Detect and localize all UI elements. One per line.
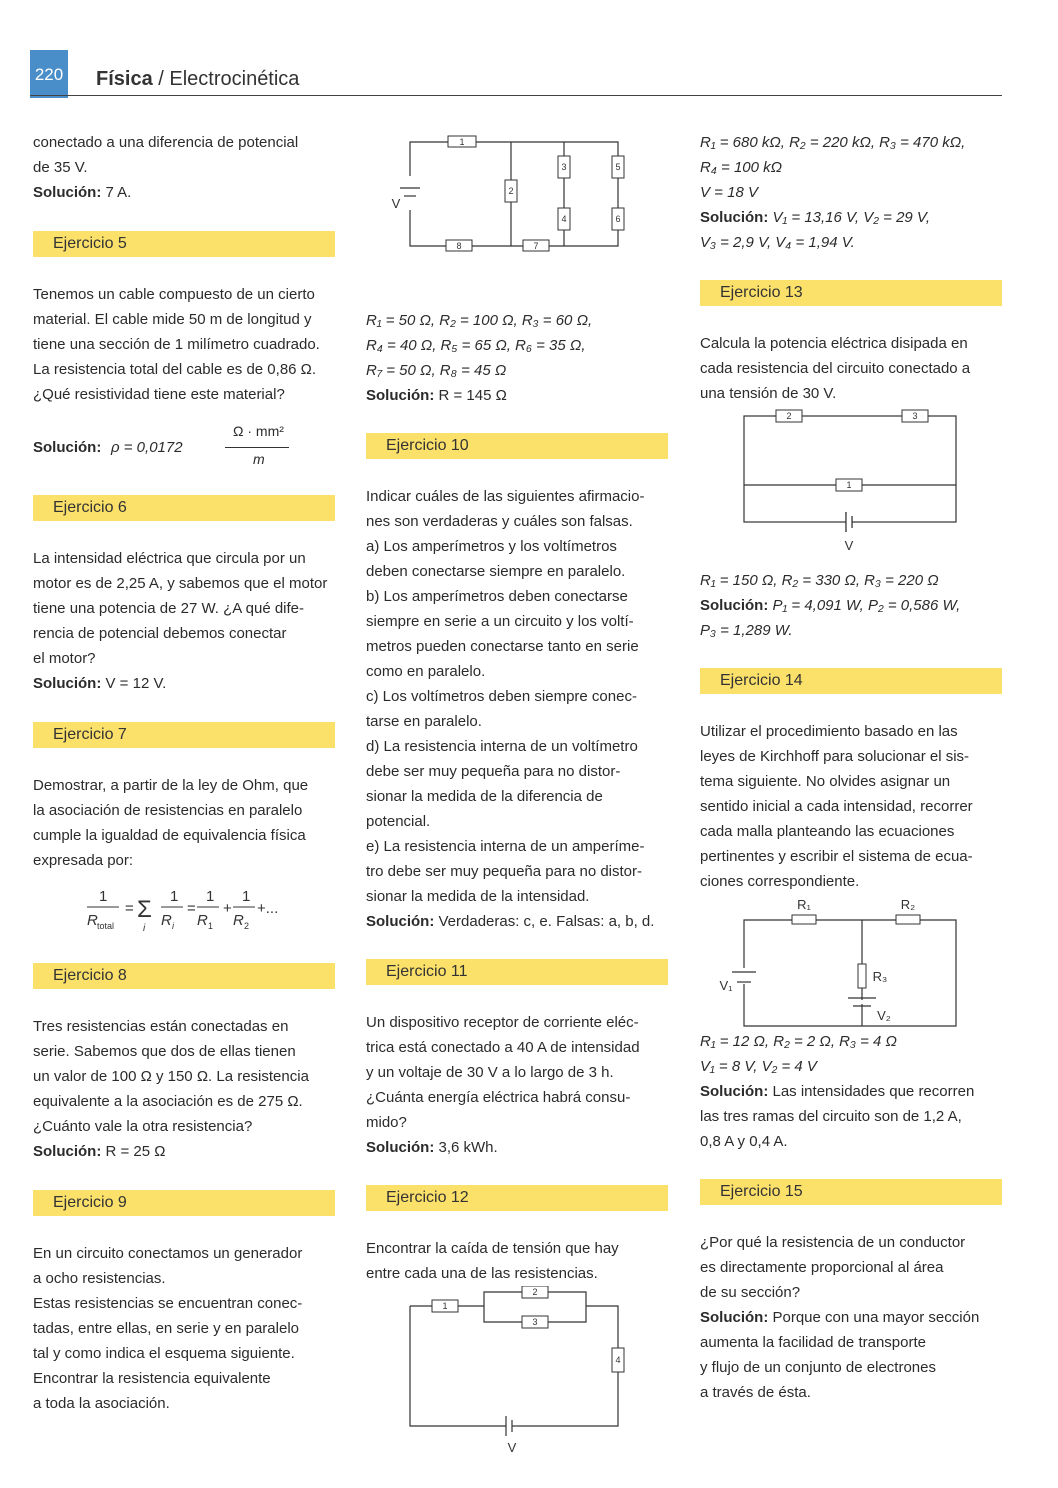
solution-line bbox=[700, 205, 1002, 230]
formula-eq: = bbox=[187, 900, 196, 917]
solution-label: Solución: bbox=[33, 439, 102, 456]
solution-text: a través de ésta. bbox=[700, 1384, 811, 1401]
circuit-diagram-ex14 bbox=[700, 894, 1002, 1029]
solution-line bbox=[33, 180, 335, 205]
text-line: tro debe ser muy pequeña para no distor- bbox=[366, 863, 642, 880]
formula-ri-sub: i bbox=[172, 921, 174, 931]
text-line: conectado a una diferencia de potencial bbox=[33, 134, 299, 151]
exercise-heading: Ejercicio 7 bbox=[33, 722, 335, 748]
exercise-heading: Ejercicio 12 bbox=[366, 1185, 668, 1211]
source-label: V bbox=[391, 196, 401, 211]
formula-ri: R bbox=[161, 912, 172, 929]
text-line: de 35 V. bbox=[33, 159, 88, 176]
formula-r2: R bbox=[233, 912, 244, 929]
exercise-heading: Ejercicio 13 bbox=[700, 280, 1002, 306]
solution-text: 3,6 kWh. bbox=[434, 1139, 498, 1156]
formula-sigma: Σ bbox=[137, 896, 152, 923]
text-line: material. El cable mide 50 m de longitud y bbox=[33, 311, 312, 328]
solution-text: V₁ = 13,16 V, V₂ = 29 V, bbox=[772, 209, 930, 226]
text-line: La intensidad eléctrica que circula por un bbox=[33, 550, 306, 567]
exercise-heading: Ejercicio 10 bbox=[366, 433, 668, 459]
resistor-label: 4 bbox=[561, 214, 567, 224]
solution-line bbox=[700, 1305, 1002, 1330]
values-line: R₁ = 680 kΩ, R₂ = 220 kΩ, R₃ = 470 kΩ, bbox=[700, 134, 966, 151]
values-line: R₄ = 100 kΩ bbox=[700, 159, 783, 176]
solution-line bbox=[33, 671, 335, 696]
text-line: a ocho resistencias. bbox=[33, 1270, 166, 1287]
values-line: R₇ = 50 Ω, R₈ = 45 Ω bbox=[366, 362, 507, 379]
exercise-heading: Ejercicio 11 bbox=[366, 959, 668, 985]
text-line: una tensión de 30 V. bbox=[700, 385, 837, 402]
solution-line bbox=[366, 1135, 668, 1160]
text-line: leyes de Kirchhoff para solucionar el sis- bbox=[700, 748, 970, 765]
text-line: ¿Por qué la resistencia de un conductor bbox=[700, 1234, 966, 1251]
text-line: sionar la medida de la diferencia de bbox=[366, 788, 603, 805]
formula-r2-sub: 2 bbox=[244, 921, 250, 931]
header-rule bbox=[30, 95, 1002, 96]
text-line: Encontrar la resistencia equivalente bbox=[33, 1370, 271, 1387]
solution-label: Solución: bbox=[700, 209, 769, 226]
resistor-label: 2 bbox=[508, 186, 514, 196]
text-line: Calcula la potencia eléctrica disipada en bbox=[700, 335, 968, 352]
text-line: de su sección? bbox=[700, 1284, 801, 1301]
resistor-label: 8 bbox=[456, 241, 462, 251]
text-line: cada resistencia del circuito conectado a bbox=[700, 360, 971, 377]
solution-label: Solución: bbox=[366, 1139, 435, 1156]
page-number: 220 bbox=[34, 65, 64, 84]
circuit-diagram-ex12 bbox=[366, 1286, 668, 1456]
text-line: Indicar cuáles de las siguientes afirmacio- bbox=[366, 488, 645, 505]
solution-label: Solución: bbox=[700, 1309, 769, 1326]
text-line: ¿Cuánto vale la otra resistencia? bbox=[33, 1118, 253, 1135]
text-line: tiene una sección de 1 milímetro cuadrado. bbox=[33, 336, 320, 353]
solution-text: Verdaderas: c, e. Falsas: a, b, d. bbox=[434, 913, 655, 930]
text-line: a toda la asociación. bbox=[33, 1395, 170, 1412]
solution-text: V = 12 V. bbox=[101, 675, 167, 692]
source-label: V₂ bbox=[877, 1008, 891, 1023]
exercise-heading: Ejercicio 15 bbox=[700, 1179, 1002, 1205]
resistor-label: 7 bbox=[533, 241, 539, 251]
values-line: R₁ = 12 Ω, R₂ = 2 Ω, R₃ = 4 Ω bbox=[700, 1033, 897, 1050]
text-line: d) La resistencia interna de un voltímetro bbox=[366, 738, 638, 755]
formula-one: 1 bbox=[206, 888, 215, 905]
text-line: ¿Qué resistividad tiene este material? bbox=[33, 386, 285, 403]
formula-i: i bbox=[143, 923, 146, 934]
header-separator: / bbox=[152, 68, 170, 90]
solution-text: Las intensidades que recorren bbox=[768, 1083, 975, 1100]
solution-label: Solución: bbox=[33, 184, 102, 201]
text-line: rencia de potencial debemos conectar bbox=[33, 625, 287, 642]
formula-plus: + bbox=[223, 900, 232, 917]
text-line: Demostrar, a partir de la ley de Ohm, que bbox=[33, 777, 309, 794]
text-line: siempre en serie a un circuito y los voltí- bbox=[366, 613, 634, 630]
formula-one: 1 bbox=[170, 888, 179, 905]
fraction-denominator: m bbox=[253, 451, 265, 467]
resistor-label: 5 bbox=[615, 162, 621, 172]
text-line: a) Los amperímetros y los voltímetros bbox=[366, 538, 617, 555]
text-line: el motor? bbox=[33, 650, 96, 667]
text-line: nes son verdaderas y cuáles son falsas. bbox=[366, 513, 633, 530]
solution-text: 7 A. bbox=[101, 184, 132, 201]
text-line: Tenemos un cable compuesto de un cierto bbox=[33, 286, 315, 303]
values-line: R₁ = 150 Ω, R₂ = 330 Ω, R₃ = 220 Ω bbox=[700, 572, 939, 589]
circuit-diagram-ex13 bbox=[700, 406, 1002, 556]
solution-text: P₁ = 4,091 W, P₂ = 0,586 W, bbox=[768, 597, 961, 614]
formula-one: 1 bbox=[242, 888, 251, 905]
solution-line bbox=[366, 383, 668, 408]
text-line: debe ser muy pequeña para no distor- bbox=[366, 763, 621, 780]
solution-text: aumenta la facilidad de transporte bbox=[700, 1334, 926, 1351]
text-line: es directamente proporcional al área bbox=[700, 1259, 944, 1276]
exercise-heading: Ejercicio 6 bbox=[33, 495, 335, 521]
solution-label: Solución: bbox=[700, 1083, 769, 1100]
text-line: Un dispositivo receptor de corriente eléc- bbox=[366, 1014, 639, 1031]
source-label: V bbox=[507, 1440, 517, 1455]
resistor-label: 3 bbox=[532, 1317, 538, 1327]
text-line: la asociación de resistencias en paralelo bbox=[33, 802, 303, 819]
formula-total-sub: total bbox=[97, 921, 115, 931]
resistor-label: 2 bbox=[532, 1287, 538, 1297]
resistor-label: 1 bbox=[459, 137, 465, 147]
text-line: mido? bbox=[366, 1114, 407, 1131]
column-2 bbox=[366, 130, 668, 1456]
solution-label: Solución: bbox=[366, 387, 435, 404]
solution-label: Solución: bbox=[33, 675, 102, 692]
solution-text: R = 145 Ω bbox=[434, 387, 507, 404]
solution-text: 0,8 A y 0,4 A. bbox=[700, 1133, 788, 1150]
text-line: tarse en paralelo. bbox=[366, 713, 482, 730]
text-line: trica está conectado a 40 A de intensidad bbox=[366, 1039, 640, 1056]
parallel-resistance-formula bbox=[33, 873, 335, 943]
text-line: Estas resistencias se encuentran conec- bbox=[33, 1295, 303, 1312]
resistor-label: 2 bbox=[786, 411, 792, 421]
text-line: cumple la igualdad de equivalencia física bbox=[33, 827, 306, 844]
resistor-label: R₁ bbox=[797, 897, 811, 912]
solution-label: Solución: bbox=[33, 1143, 102, 1160]
text-line: tadas, entre ellas, en serie y en paralelo bbox=[33, 1320, 299, 1337]
resistor-label: R₃ bbox=[872, 969, 888, 984]
fraction-numerator: Ω · mm² bbox=[233, 423, 284, 439]
text-line: serie. Sabemos que dos de ellas tienen bbox=[33, 1043, 296, 1060]
values-line: R₄ = 40 Ω, R₅ = 65 Ω, R₆ = 35 Ω, bbox=[366, 337, 586, 354]
text-line: Encontrar la caída de tensión que hay bbox=[366, 1240, 619, 1257]
page-header-title bbox=[96, 68, 299, 91]
formula-r1-sub: 1 bbox=[208, 921, 214, 931]
solution-line bbox=[700, 593, 1002, 618]
resistor-label: 1 bbox=[846, 480, 852, 490]
source-label: V bbox=[844, 538, 854, 553]
formula-ellipsis: +... bbox=[257, 900, 279, 917]
text-line: motor es de 2,25 A, y sabemos que el motor bbox=[33, 575, 328, 592]
exercise-heading: Ejercicio 8 bbox=[33, 963, 335, 989]
text-line: tal y como indica el esquema siguiente. bbox=[33, 1345, 295, 1362]
text-line: expresada por: bbox=[33, 852, 134, 869]
resistivity-solution bbox=[33, 413, 335, 475]
text-line: c) Los voltímetros deben siempre conec- bbox=[366, 688, 637, 705]
page-number-badge bbox=[30, 50, 68, 98]
text-line: deben conectarse siempre en paralelo. bbox=[366, 563, 626, 580]
resistor-label: 6 bbox=[615, 214, 621, 224]
text-line: sionar la medida de la intensidad. bbox=[366, 888, 590, 905]
solution-line bbox=[33, 1139, 335, 1164]
text-line: ¿Cuánta energía eléctrica habrá consu- bbox=[366, 1089, 631, 1106]
solution-text: y flujo de un conjunto de electrones bbox=[700, 1359, 936, 1376]
resistor-label: 4 bbox=[615, 1355, 621, 1365]
values-line: V₁ = 8 V, V₂ = 4 V bbox=[700, 1058, 817, 1075]
text-line: ciones correspondiente. bbox=[700, 873, 860, 890]
solution-text: las tres ramas del circuito son de 1,2 A, bbox=[700, 1108, 962, 1125]
solution-line bbox=[700, 1079, 1002, 1104]
text-line: En un circuito conectamos un generador bbox=[33, 1245, 303, 1262]
text-line: tiene una potencia de 27 W. ¿A qué dife- bbox=[33, 600, 305, 617]
solution-text: P₃ = 1,289 W. bbox=[700, 622, 793, 639]
solution-text: Porque con una mayor sección bbox=[768, 1309, 980, 1326]
values-line: V = 18 V bbox=[700, 184, 758, 201]
resistor-label: 1 bbox=[442, 1301, 448, 1311]
rho-value: ρ = 0,0172 bbox=[111, 439, 183, 456]
text-line: un valor de 100 Ω y 150 Ω. La resistencia bbox=[33, 1068, 309, 1085]
text-line: tema siguiente. No olvides asignar un bbox=[700, 773, 951, 790]
resistor-label: 3 bbox=[561, 162, 567, 172]
text-line: sentido inicial a cada intensidad, recorrer bbox=[700, 798, 973, 815]
text-line: metros pueden conectarse tanto en serie bbox=[366, 638, 639, 655]
text-line: e) La resistencia interna de un amperíme- bbox=[366, 838, 645, 855]
solution-label: Solución: bbox=[366, 913, 435, 930]
header-subsection: Electrocinética bbox=[169, 68, 300, 90]
values-line: R₁ = 50 Ω, R₂ = 100 Ω, R₃ = 60 Ω, bbox=[366, 312, 593, 329]
source-label: V₁ bbox=[719, 978, 733, 993]
text-line: Utilizar el procedimiento basado en las bbox=[700, 723, 958, 740]
text-line: entre cada una de las resistencias. bbox=[366, 1265, 598, 1282]
text-line: como en paralelo. bbox=[366, 663, 486, 680]
text-line: equivalente a la asociación es de 275 Ω. bbox=[33, 1093, 303, 1110]
text-line: cada malla planteando las ecuaciones bbox=[700, 823, 955, 840]
exercise-heading: Ejercicio 14 bbox=[700, 668, 1002, 694]
formula-eq: = bbox=[125, 900, 134, 917]
text-line: b) Los amperímetros deben conectarse bbox=[366, 588, 628, 605]
text-line: Tres resistencias están conectadas en bbox=[33, 1018, 289, 1035]
solution-line bbox=[366, 909, 668, 934]
text-line: pertinentes y escribir el sistema de ecua- bbox=[700, 848, 973, 865]
text-line: potencial. bbox=[366, 813, 431, 830]
solution-label: Solución: bbox=[700, 597, 769, 614]
column-1 bbox=[33, 130, 335, 1416]
formula-r-total: R bbox=[87, 912, 98, 929]
formula-one: 1 bbox=[99, 888, 108, 905]
resistor-label: R₂ bbox=[900, 897, 916, 912]
exercise-heading: Ejercicio 9 bbox=[33, 1190, 335, 1216]
text-line: La resistencia total del cable es de 0,86 Ω. bbox=[33, 361, 317, 378]
exercise-heading: Ejercicio 5 bbox=[33, 231, 335, 257]
circuit-diagram-ex9 bbox=[366, 130, 668, 270]
column-3 bbox=[700, 130, 1002, 1405]
text-line: y un voltaje de 30 V a lo largo de 3 h. bbox=[366, 1064, 614, 1081]
formula-r1: R bbox=[197, 912, 208, 929]
header-section: Física bbox=[96, 68, 153, 90]
solution-text: V₃ = 2,9 V, V₄ = 1,94 V. bbox=[700, 234, 855, 251]
solution-text: R = 25 Ω bbox=[101, 1143, 166, 1160]
resistor-label: 3 bbox=[912, 411, 918, 421]
